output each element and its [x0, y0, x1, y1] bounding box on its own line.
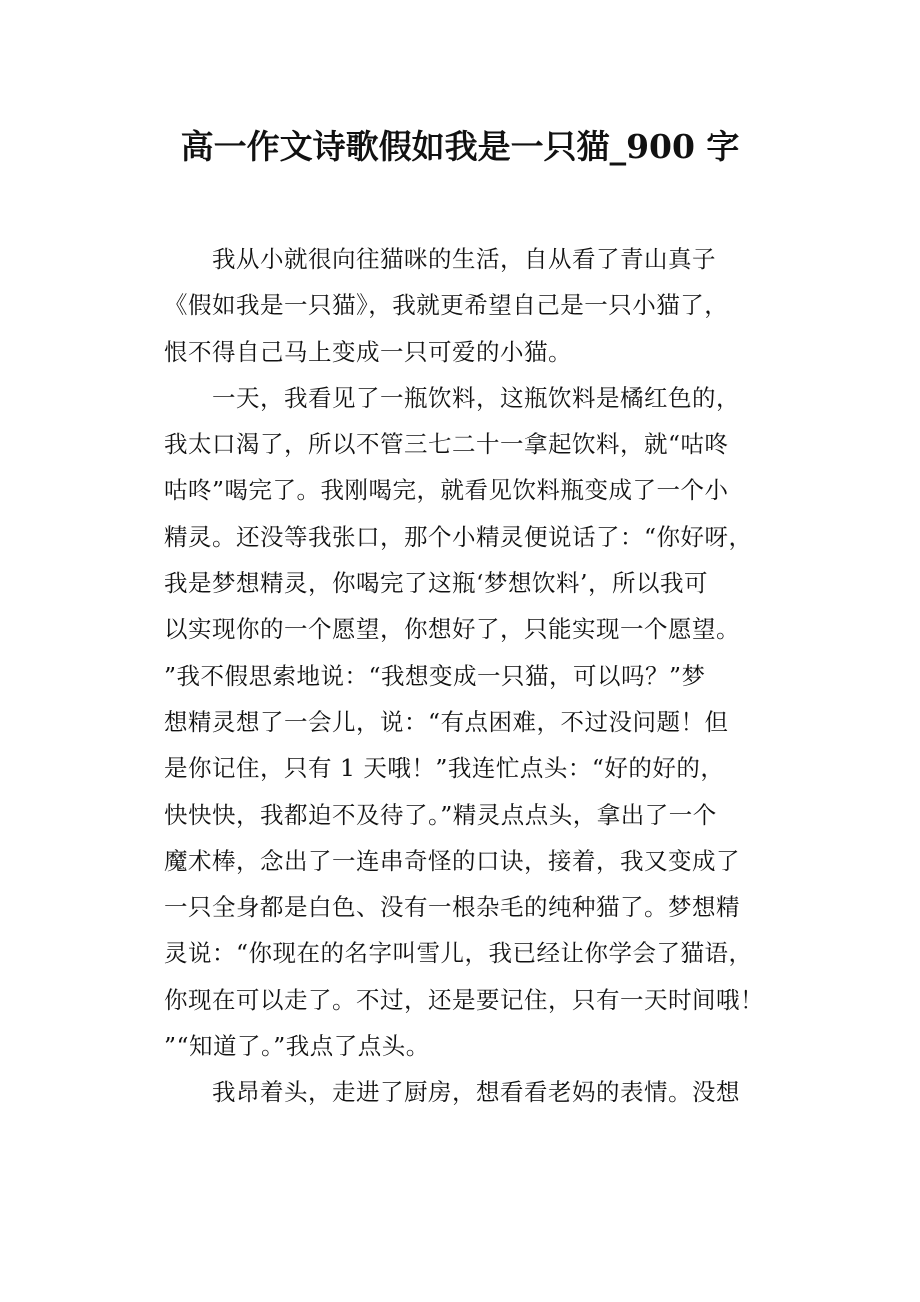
paragraph-line: 一只全身都是白色、没有一根杂毛的纯种猫了。梦想精: [164, 893, 740, 922]
paragraph-line: ”我不假思索地说：“我想变成一只猫，可以吗？”梦: [164, 661, 706, 690]
paragraph-line: 灵说：“你现在的名字叫雪儿，我已经让你学会了猫语，: [164, 939, 753, 968]
paragraph-line: 我是梦想精灵，你喝完了这瓶‘梦想饮料’，所以我可: [164, 569, 708, 598]
paragraph-line: 精灵。还没等我张口，那个小精灵便说话了：“你好呀，: [164, 522, 753, 551]
paragraph-line: 一天，我看见了一瓶饮料，这瓶饮料是橘红色的，: [212, 383, 740, 412]
paragraph-line: 魔术棒，念出了一连串奇怪的口诀，接着，我又变成了: [164, 846, 740, 875]
paragraph-line: 咕咚”喝完了。我刚喝完，就看见饮料瓶变成了一个小: [164, 476, 729, 505]
paragraph-line: 我昂着头，走进了厨房，想看看老妈的表情。没想: [212, 1078, 740, 1107]
paragraph-line: 想精灵想了一会儿，说：“有点困难，不过没问题！但: [164, 707, 729, 736]
paragraph-line: 恨不得自己马上变成一只可爱的小猫。: [164, 337, 572, 366]
document-body: [164, 236, 784, 1116]
paragraph-line: 我太口渴了，所以不管三七二十一拿起饮料，就“咕咚: [164, 430, 729, 459]
paragraph-line: 快快快，我都迫不及待了。”精灵点点头，拿出了一个: [164, 800, 717, 829]
paragraph-line: 我从小就很向往猫咪的生活，自从看了青山真子: [212, 245, 716, 273]
paragraph-line: 你现在可以走了。不过，还是要记住，只有一天时间哦！: [164, 985, 764, 1014]
paragraph-line: ”“知道了。”我点了点头。: [164, 1032, 430, 1061]
document-title: 高一作文诗歌假如我是一只猫_900 字: [180, 127, 740, 166]
paragraph-line: 以实现你的一个愿望，你想好了，只能实现一个愿望。: [164, 615, 740, 644]
paragraph-line: 是你记住，只有 1 天哦！”我连忙点头：“好的好的，: [164, 754, 725, 783]
paragraph-line: 《假如我是一只猫》，我就更希望自己是一只小猫了，: [164, 291, 729, 320]
